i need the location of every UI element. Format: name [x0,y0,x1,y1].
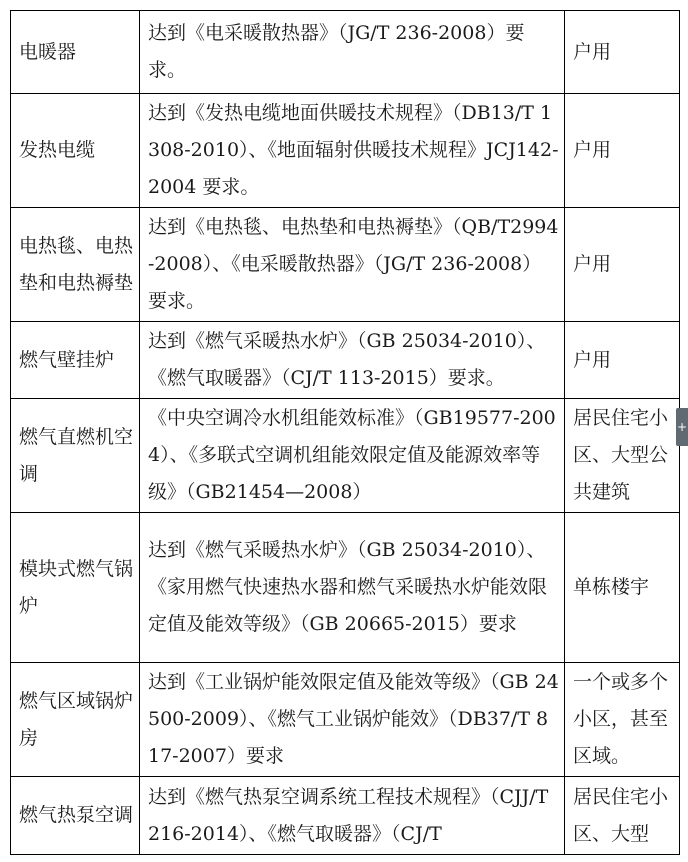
standards-table [10,10,680,855]
device-name: 燃气热泵空调 [11,777,140,855]
device-name: 燃气壁挂炉 [11,322,140,399]
standard-requirement: 达到《发热电缆地面供暖技术规程》（DB13/T 1308-2010）、《地面辐射供暖技术规程》JCJ142-2004 要求。 [140,94,565,208]
plus-icon: + [676,420,688,434]
table-row [11,663,680,777]
standard-requirement: 达到《工业锅炉能效限定值及能效等级》（GB 24500-2009）、《燃气工业锅炉能效》（DB37/T 817-2007）要求 [140,663,565,777]
table-row [11,399,680,513]
application-scope: 居民住宅小区、大型 [565,777,680,855]
table-row [11,208,680,322]
standard-requirement: 达到《燃气采暖热水炉》（GB 25034-2010）、《家用燃气快速热水器和燃气采暖热水炉能效限定值及能效等级》（GB 20665-2015）要求 [140,513,565,663]
device-name: 燃气直燃机空调 [11,399,140,513]
table-row [11,777,680,855]
standard-requirement: 达到《燃气热泵空调系统工程技术规程》（CJJ/T 216-2014）、《燃气取暖器》（CJ/T [140,777,565,855]
device-name: 电暖器 [11,11,140,94]
table-row [11,94,680,208]
standard-requirement: 达到《燃气采暖热水炉》（GB 25034-2010）、《燃气取暖器》（CJ/T 113-2015）要求。 [140,322,565,399]
application-scope: 单栋楼宇 [565,513,680,663]
table-row [11,322,680,399]
application-scope: 一个或多个小区，甚至区域。 [565,663,680,777]
side-expand-tab[interactable] [676,408,688,446]
application-scope: 户用 [565,94,680,208]
application-scope: 户用 [565,11,680,94]
standard-requirement: 达到《电热毯、电热垫和电热褥垫》（QB/T2994-2008）、《电采暖散热器》（JG/T 236-2008）要求。 [140,208,565,322]
table-row [11,11,680,94]
standard-requirement: 达到《电采暖散热器》（JG/T 236-2008）要求。 [140,11,565,94]
application-scope: 户用 [565,322,680,399]
application-scope: 户用 [565,208,680,322]
standard-requirement: 《中央空调冷水机组能效标准》（GB19577-2004）、《多联式空调机组能效限定值及能源效率等级》（GB21454—2008） [140,399,565,513]
device-name: 发热电缆 [11,94,140,208]
device-name: 电热毯、电热垫和电热褥垫 [11,208,140,322]
table-row [11,513,680,663]
device-name: 模块式燃气锅炉 [11,513,140,663]
application-scope: 居民住宅小区、大型公共建筑 [565,399,680,513]
device-name: 燃气区域锅炉房 [11,663,140,777]
